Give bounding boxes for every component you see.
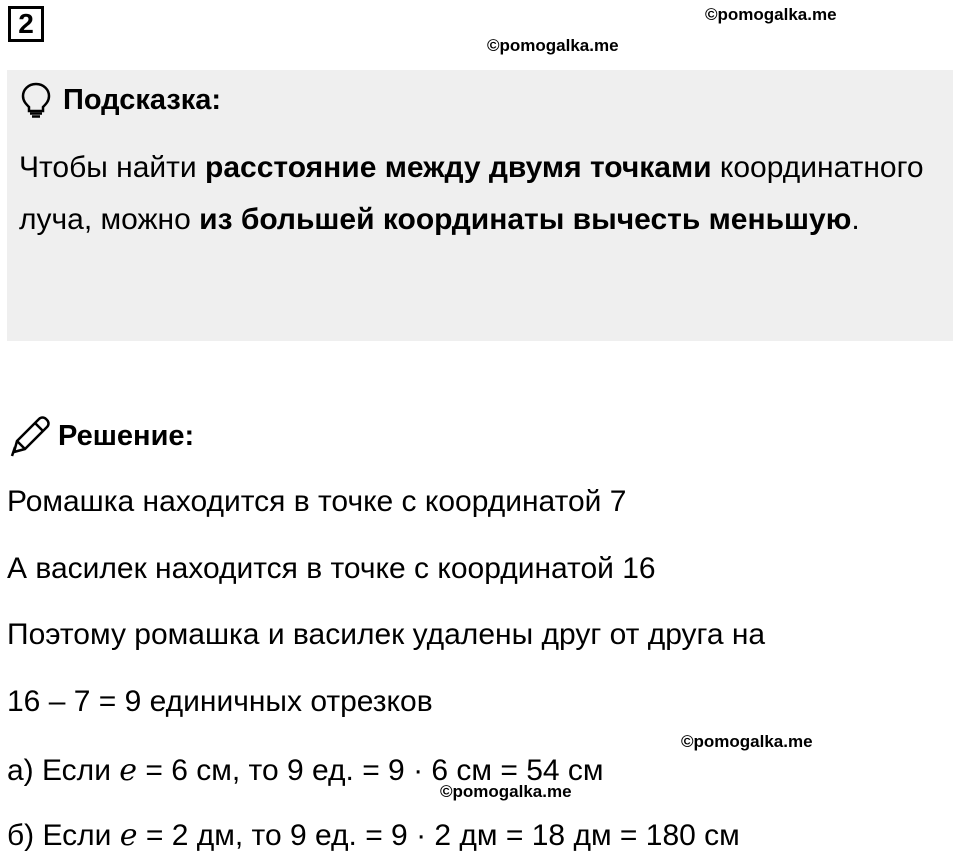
- solution-line-suffix: = 2 дм, то 9 ед. = 9 · 2 дм = 18 дм = 180 см: [137, 819, 740, 852]
- solution-line-prefix: а) Если: [7, 754, 120, 787]
- lightbulb-icon: [19, 82, 53, 118]
- hint-box: [7, 70, 953, 341]
- solution-line-suffix: = 6 см, то 9 ед. = 9 · 6 см = 54 см: [137, 754, 604, 787]
- solution-line: Поэтому ромашка и василек удалены друг от друга на: [7, 618, 766, 651]
- solution-line: Ромашка находится в точке с координатой 7: [7, 485, 627, 518]
- watermark: ©pomogalka.me: [487, 36, 619, 55]
- task-number: 2: [8, 6, 44, 42]
- watermark: ©pomogalka.me: [440, 782, 572, 801]
- variable-e: е: [119, 753, 138, 788]
- solution-line-prefix: б) Если: [7, 819, 120, 852]
- solution-header: [8, 414, 194, 458]
- hint-title: Подсказка:: [63, 83, 222, 116]
- solution-line: [7, 818, 740, 853]
- hint-text-part: Чтобы найти: [19, 151, 206, 184]
- hint-text: [19, 142, 929, 246]
- solution-title: Решение:: [58, 419, 195, 452]
- hint-text-part: координатного луча, можно: [19, 151, 924, 236]
- watermark: ©pomogalka.me: [705, 5, 837, 24]
- variable-e: е: [119, 818, 138, 853]
- pencil-icon: [8, 414, 52, 458]
- hint-text-part: .: [851, 203, 860, 236]
- watermark: ©pomogalka.me: [681, 732, 813, 751]
- hint-text-bold: расстояние между двумя точками: [205, 151, 712, 184]
- hint-header: [19, 82, 221, 118]
- solution-line: А василек находится в точке с координатой 16: [7, 552, 656, 585]
- solution-line: 16 – 7 = 9 единичных отрезков: [7, 685, 433, 718]
- hint-text-bold: из большей координаты вычесть меньшую: [199, 203, 852, 236]
